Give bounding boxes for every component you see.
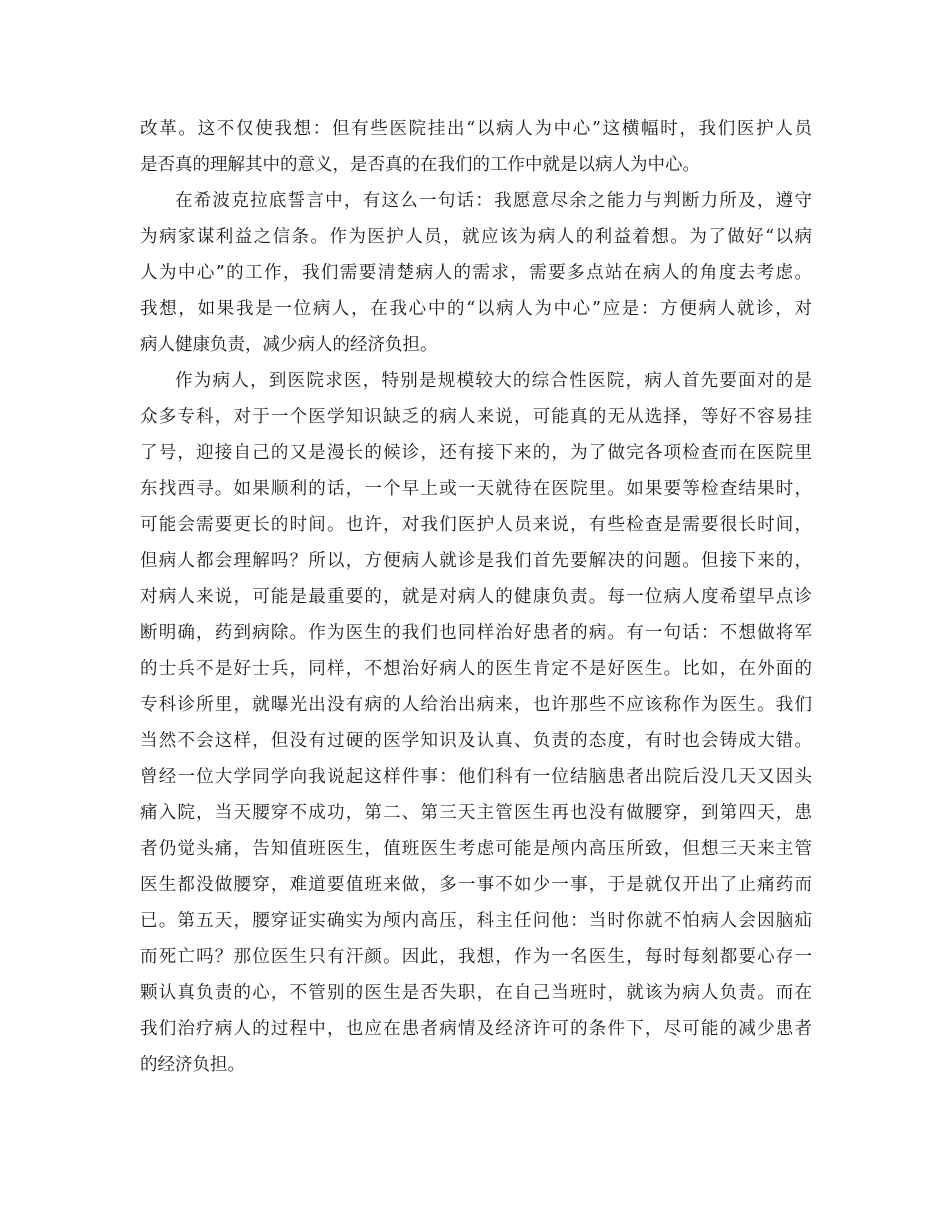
text-line: 者仍觉头痛，告知值班医生，值班医生考虑可能是颅内高压所致，但想三天来主管 <box>140 839 812 859</box>
text-line: 是否真的理解其中的意义，是否真的在我们的工作中就是以病人为中心。 <box>140 155 700 175</box>
text-line: 为病家谋利益之信条。作为医护人员，就应该为病人的利益着想。为了做好“以病 <box>140 227 812 247</box>
text-line: 当然不会这样，但没有过硬的医学知识及认真、负责的态度，有时也会铸成大错。 <box>140 731 812 751</box>
text-line: 颗认真负责的心，不管别的医生是否失职，在自己当班时，就该为病人负责。而在 <box>140 983 812 1003</box>
text-line: 医生都没做腰穿，难道要值班来做，多一事不如少一事，于是就仅开出了止痛药而 <box>140 875 812 895</box>
text-line: 而死亡吗？那位医生只有汗颜。因此，我想，作为一名医生，每时每刻都要心存一 <box>140 947 812 967</box>
text-line: 对病人来说，可能是最重要的，就是对病人的健康负责。每一位病人度希望早点诊 <box>140 587 812 607</box>
text-line: 我想，如果我是一位病人，在我心中的“以病人为中心”应是：方便病人就诊，对 <box>140 299 812 319</box>
text-line: 已。第五天，腰穿证实确实为颅内高压，科主任问他：当时你就不怕病人会因脑疝 <box>140 911 812 931</box>
text-line: 人为中心”的工作，我们需要清楚病人的需求，需要多点站在病人的角度去考虑。 <box>140 263 812 283</box>
text-line: 众多专科，对于一个医学知识缺乏的病人来说，可能真的无从选择，等好不容易挂 <box>140 407 812 427</box>
paragraph-first-line: 作为病人，到医院求医，特别是规模较大的综合性医院，病人首先要面对的是 <box>175 371 812 391</box>
text-line: 断明确，药到病除。作为医生的我们也同样治好患者的病。有一句话：不想做将军 <box>140 623 812 643</box>
body-text <box>140 111 812 1083</box>
text-line: 专科诊所里，就曝光出没有病的人给治出病来，也许那些不应该称作为医生。我们 <box>140 695 812 715</box>
text-line: 但病人都会理解吗？所以，方便病人就诊是我们首先要解决的问题。但接下来的， <box>140 551 812 571</box>
text-line: 可能会需要更长的时间。也许，对我们医护人员来说，有些检查是需要很长时间， <box>140 515 812 535</box>
text-line: 曾经一位大学同学向我说起这样件事：他们科有一位结脑患者出院后没几天又因头 <box>140 767 812 787</box>
text-line: 改革。这不仅使我想：但有些医院挂出“以病人为中心”这横幅时，我们医护人员 <box>140 119 812 139</box>
paragraph-first-line: 在希波克拉底誓言中，有这么一句话：我愿意尽余之能力与判断力所及，遵守 <box>175 191 812 211</box>
text-line: 了号，迎接自己的又是漫长的候诊，还有接下来的，为了做完各项检查而在医院里 <box>140 443 812 463</box>
text-line: 病人健康负责，减少病人的经济负担。 <box>140 335 438 355</box>
text-line: 的经济负担。 <box>140 1055 245 1075</box>
text-line: 痛入院，当天腰穿不成功，第二、第三天主管医生再也没有做腰穿，到第四天，患 <box>140 803 812 823</box>
text-line: 东找西寻。如果顺利的话，一个早上或一天就待在医院里。如果要等检查结果时， <box>140 479 812 499</box>
text-line: 的士兵不是好士兵，同样，不想治好病人的医生肯定不是好医生。比如，在外面的 <box>140 659 812 679</box>
text-line: 我们治疗病人的过程中，也应在患者病情及经济许可的条件下，尽可能的减少患者 <box>140 1019 812 1039</box>
